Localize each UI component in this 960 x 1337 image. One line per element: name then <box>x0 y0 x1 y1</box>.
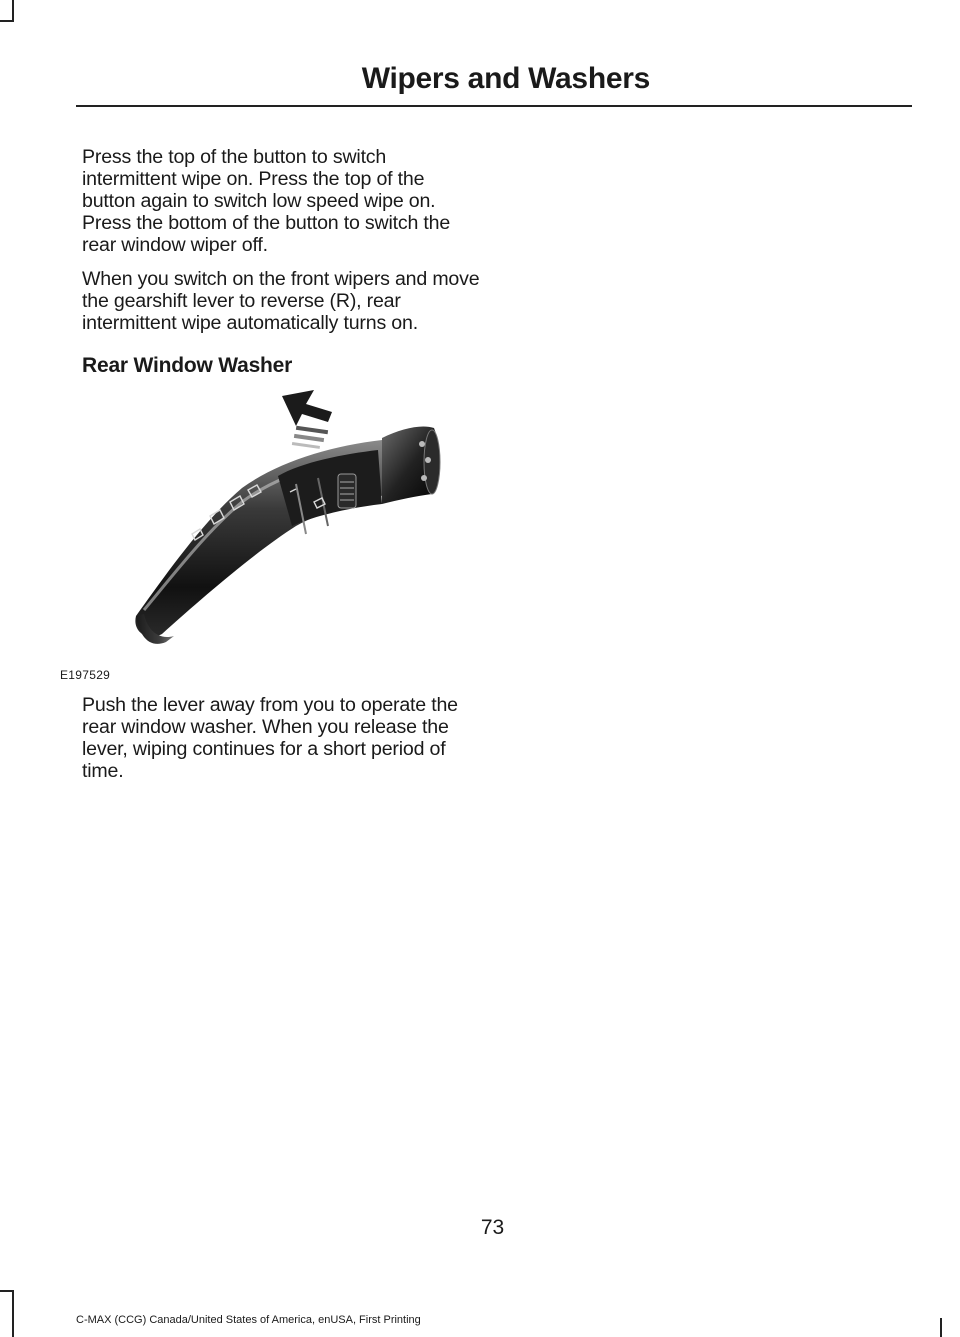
crop-mark <box>12 1290 14 1337</box>
section-heading: Rear Window Washer <box>82 354 293 377</box>
page-number: 73 <box>480 1216 505 1239</box>
header-rule <box>76 105 912 107</box>
content-column <box>60 146 482 794</box>
wiper-lever-illustration <box>82 384 482 684</box>
figure-id: E197529 <box>60 668 111 682</box>
paragraph-reverse-wipe: When you switch on the front wipers and move the gearshift lever to reverse (R), rear intermittent wipe automatically turns on. <box>82 268 480 334</box>
page-title: Wipers and Washers <box>361 62 650 95</box>
arrow-up-right-icon <box>282 390 332 449</box>
wiper-stalk <box>135 426 440 643</box>
wiper-lever-figure <box>60 384 482 684</box>
footer-text: C-MAX (CCG) Canada/United States of America, enUSA, First Printing <box>76 1314 421 1326</box>
crop-mark <box>0 1290 14 1292</box>
crop-mark <box>940 1318 942 1337</box>
paragraph-rear-washer: Push the lever away from you to operate the rear window washer. When you release the lever, wiping continues for a short period of time. <box>82 694 458 782</box>
paragraph-intermittent-wipe: Press the top of the button to switch intermittent wipe on. Press the top of the button again to switch low speed wipe on. Press the bottom of the button to switch the rear window wiper off. <box>82 146 451 256</box>
crop-mark <box>0 20 14 22</box>
crop-mark <box>12 0 14 22</box>
page-header <box>76 58 912 106</box>
